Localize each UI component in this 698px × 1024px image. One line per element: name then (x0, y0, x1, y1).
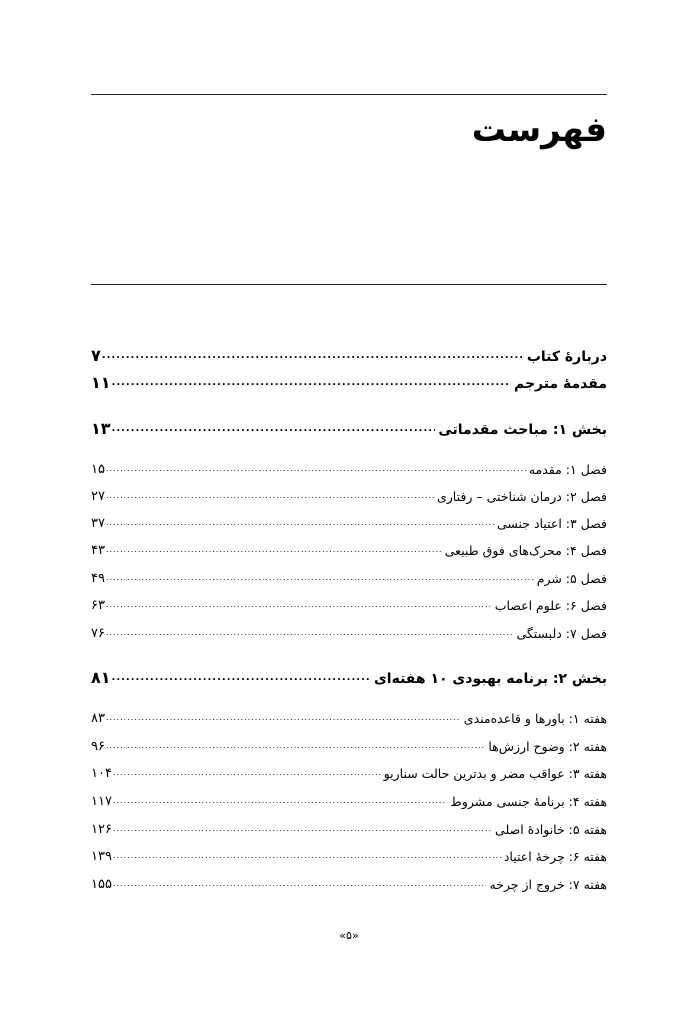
toc-entry-page: ۷۶ (91, 626, 105, 641)
toc-part-heading[interactable] (91, 665, 607, 687)
dot-leader (113, 879, 487, 888)
dot-leader (112, 423, 436, 434)
toc-entry[interactable] (91, 509, 607, 531)
toc-entry-page: ۱۱ (91, 373, 111, 392)
toc-entry-page: ۶۳ (91, 598, 105, 613)
toc-entry[interactable] (91, 704, 607, 726)
dot-leader (106, 600, 492, 609)
toc-entry-title: هفته ۲: وضوح ارزش‌ها (488, 739, 607, 754)
toc-entry-title: فصل ۶: علوم اعصاب (494, 598, 607, 613)
dot-leader (113, 851, 501, 860)
dot-leader (106, 545, 442, 554)
toc-entry[interactable] (91, 455, 607, 477)
toc-entry-page: ۸۳ (91, 711, 105, 726)
dot-leader (102, 350, 524, 361)
toc-entry[interactable] (91, 815, 607, 837)
toc-entry-page: ۴۹ (91, 571, 105, 586)
toc-entry-title: هفته ۴: برنامهٔ جنسی مشروط (450, 794, 607, 809)
dot-leader (112, 377, 511, 388)
title-rule (91, 284, 607, 285)
toc-entry-page: ۹۶ (91, 739, 105, 754)
toc-entry-page: ۱۰۴ (91, 766, 112, 781)
toc-entry-title: فصل ۴: محرک‌های فوق طبیعی (444, 543, 607, 558)
toc-entry-page: ۱۲۶ (91, 822, 112, 837)
toc-entry-page: ۷ (91, 346, 101, 365)
toc-part-heading[interactable] (91, 416, 607, 438)
toc-entry[interactable] (91, 536, 607, 558)
toc-entry-page: ۱۱۷ (91, 794, 112, 809)
toc-entry-page: ۱۳ (91, 419, 111, 438)
toc-entry-page: ۳۷ (91, 516, 105, 531)
dot-leader (106, 573, 534, 582)
dot-leader (113, 796, 447, 805)
page-title: فهرست (471, 110, 607, 150)
toc-entry-page: ۱۵ (91, 462, 105, 477)
toc-entry[interactable] (91, 343, 607, 365)
dot-leader (106, 518, 494, 527)
dot-leader (106, 741, 485, 750)
toc-entry-title: فصل ۲: درمان شناختی – رفتاری (436, 489, 607, 504)
page-number: «۵» (339, 929, 359, 942)
toc-entry-page: ۱۳۹ (91, 849, 112, 864)
dot-leader (106, 713, 461, 722)
toc-entry[interactable] (91, 732, 607, 754)
toc-entry-title: فصل ۳: اعتیاد جنسی (496, 516, 607, 531)
dot-leader (112, 672, 371, 683)
toc-entry[interactable] (91, 842, 607, 864)
dot-leader (113, 824, 492, 833)
toc-entry[interactable] (91, 759, 607, 781)
toc-entry[interactable] (91, 370, 607, 392)
toc-entry[interactable] (91, 619, 607, 641)
toc-entry-page: ۴۳ (91, 543, 105, 558)
dot-leader (106, 491, 434, 500)
toc-entry[interactable] (91, 870, 607, 892)
toc-entry-title: فصل ۱: مقدمه (528, 462, 607, 477)
toc-entry-page: ۱۵۵ (91, 877, 112, 892)
toc-entry-title: هفته ۵: خانوادهٔ اصلی (495, 822, 607, 837)
toc-entry-page: ۸۱ (91, 668, 111, 687)
dot-leader (106, 464, 526, 473)
toc-entry-title: دربارهٔ کتاب (526, 349, 607, 365)
toc-entry[interactable] (91, 591, 607, 613)
toc-entry-title: بخش ۲: برنامه بهبودی ۱۰ هفته‌ای (373, 671, 607, 687)
toc-entry-page: ۲۷ (91, 489, 105, 504)
toc-entry-title: مقدمهٔ مترجم (513, 376, 607, 392)
top-rule (91, 94, 607, 95)
toc-entry-title: هفته ۶: چرخهٔ اعتیاد (503, 849, 607, 864)
toc-entry-title: فصل ۷: دلبستگی (516, 626, 607, 641)
dot-leader (113, 768, 381, 777)
toc-entry-title: هفته ۷: خروج از چرخه (489, 877, 607, 892)
toc-entry[interactable] (91, 787, 607, 809)
toc-entry[interactable] (91, 482, 607, 504)
toc-entry-title: فصل ۵: شرم (536, 571, 607, 586)
dot-leader (106, 628, 513, 637)
toc-entry[interactable] (91, 564, 607, 586)
toc-entry-title: بخش ۱: مباحث مقدماتی (438, 422, 607, 438)
toc-entry-title: هفته ۳: عواقب مضر و بدترین حالت سناریو (383, 766, 607, 781)
toc-entry-title: هفته ۱: باورها و قاعده‌مندی (463, 711, 607, 726)
